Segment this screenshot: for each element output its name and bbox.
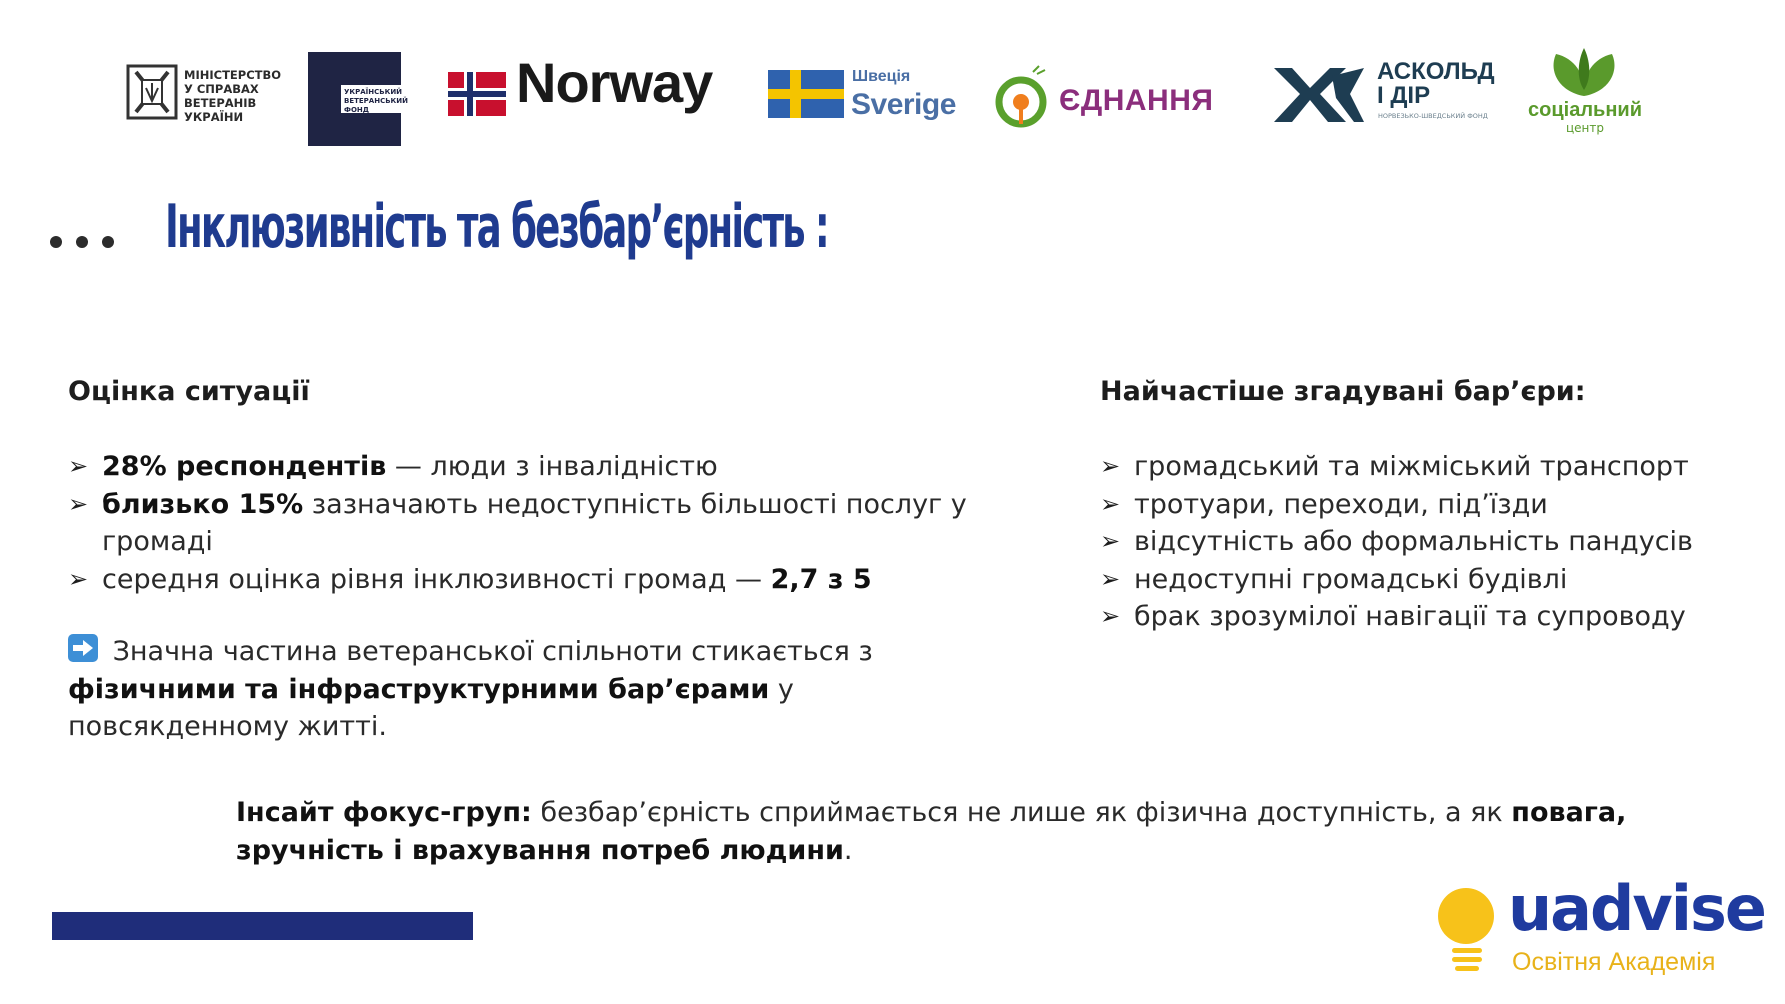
leaf-icon [1544, 44, 1624, 98]
barriers-list [1100, 448, 1780, 636]
arrow-right-icon [68, 634, 98, 662]
list-item: ➢ громадський та міжміський транспорт [1100, 448, 1780, 486]
ednannia-logo-text: ЄДНАННЯ [1059, 84, 1214, 117]
ministry-logo-text: МІНІСТЕРСТВО У СПРАВАХ ВЕТЕРАНІВ УКРАЇНИ [184, 68, 282, 124]
list-item: ➢ відсутність або формальність пандусів [1100, 523, 1780, 561]
focus-group-insight: Інсайт фокус-груп: безбар’єрність сприймається не лише як фізична доступність, а як повага, зручність і врахування потреб людини. [236, 797, 1627, 866]
ministry-emblem-icon [126, 62, 178, 122]
summary-paragraph: Значна частина ветеранської спільноти стикається з фізичними та інфраструктурними бар’єрами у повсякденному житті. [68, 636, 873, 742]
norway-logo-text: Norway [516, 51, 713, 114]
sweden-logo-text: Sverige [851, 88, 956, 121]
uadvise-logo [1438, 872, 1768, 988]
list-item: ➢ брак зрозумілої навігації та супроводу [1100, 598, 1780, 636]
uadvise-subtitle: Освітня Академія [1512, 948, 1716, 976]
footer-accent-bar [52, 912, 473, 940]
sweden-logo [768, 68, 958, 128]
askold-dir-logo-text: АСКОЛЬД І ДІР [1377, 58, 1495, 109]
list-item: ➢ тротуари, переходи, під’їзди [1100, 486, 1780, 524]
ednannia-logo [995, 64, 1230, 134]
askold-dir-logo [1270, 60, 1505, 130]
norway-logo [448, 51, 733, 126]
veteran-fund-logo [308, 52, 408, 146]
page-title: Інклюзивність та безбар’єрність : [165, 192, 828, 262]
list-item: ➢ близько 15% зазначають недоступність більшості послуг у громаді [68, 486, 1058, 561]
list-item: ➢ середня оцінка рівня інклюзивності громад — 2,7 з 5 [68, 561, 1058, 599]
askold-dir-subtitle: НОРВЕЗЬКО-ШВЕДСЬКИЙ ФОНД [1378, 112, 1488, 120]
lightbulb-icon [1438, 888, 1494, 944]
norway-flag-icon [448, 72, 506, 116]
list-item: ➢ 28% респондентів — люди з інвалідністю [68, 448, 1058, 486]
list-item: ➢ недоступні громадські будівлі [1100, 561, 1780, 599]
sweden-flag-icon [768, 70, 844, 118]
ednannia-emblem-icon [995, 64, 1057, 134]
social-center-logo [1520, 44, 1650, 136]
sweden-ua-text: Швеція [852, 68, 911, 85]
social-center-subtitle: центр [1565, 121, 1604, 135]
uadvise-brand-text: uadvise [1508, 872, 1765, 945]
barriers-heading: Найчастіше згадувані бар’єри: [1100, 376, 1586, 407]
ministry-veterans-logo [126, 62, 294, 132]
social-center-text: соціальний [1528, 99, 1642, 121]
veteran-fund-text: УКРАЇНСЬКИЙ ВЕТЕРАНСЬКИЙ ФОНД [344, 88, 408, 114]
situation-heading: Оцінка ситуації [68, 376, 310, 407]
partner-logos [0, 0, 1785, 160]
situation-list [68, 448, 1058, 598]
askold-dir-emblem-icon [1270, 64, 1368, 126]
